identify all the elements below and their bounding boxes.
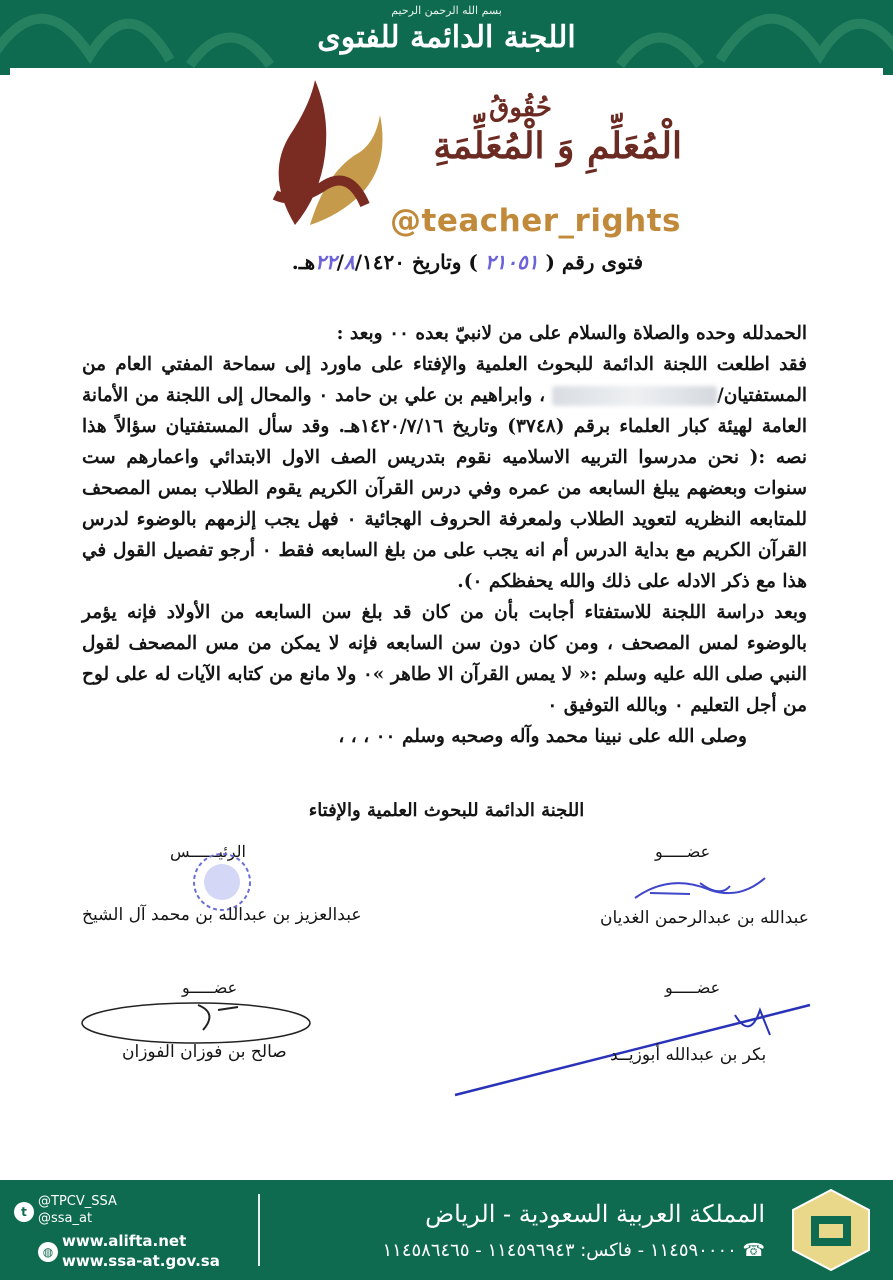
footer-divider [258,1194,260,1266]
website-link-1[interactable]: www.alifta.net [62,1232,187,1250]
official-seal-icon [185,852,260,912]
question-text: ، وابراهيم بن علي بن حامد ٠ والمحال إلى اللجنة من الأمانة العامة لهيئة كبار العلماء برقم (٣٧٤٨) وتاريخ ١٤٢٠/٧/١٦هـ. وقد سأل المستفتيان سؤالاً هذا نصه :( نحن مدرسوا التربيه الاسلاميه نقوم بتدريس الصف الاول الابتدائي واعمارهم ست سنوات وبعضهم يبلغ السابعه من عمره وفي درس القرآن الكريم يقوم الطلاب بمس المصحف للمتابعه النظريه لتعويد الطلاب ولمعرفة الحروف الهجائية ٠ فهل يجب إلزمهم بالوضوء لدرس القرآن الكريم مع بداية الدرس أم انه يجب على من بلغ السابعه فقط ٠ أرجو تفصيل القول في هذا مع ذكر الادله على ذلك والله يحفظكم ٠). [82,385,808,592]
fatwa-date-day: ٢٢ [315,250,337,274]
member1-title: عضـــــو [655,842,711,861]
answer-paragraph: وبعد دراسة اللجنة للاستفتاء أجابت بأن من كان قد بلغ سن السابعه من الأولاد فإنه يؤمر بالوضوء لمس المصحف ، ومن كان دون سن السابعه فإنه لا يمكن من مس المصحف لقول النبي صلى الله عليه وسلم :« لا يمس القرآن الا طاهر »٠ ولا مانع من كتابه الآيات له على لوح من أجل التعليم ٠ وبالله التوفيق ٠ [82,602,807,716]
globe-icon: ◍ [38,1242,58,1262]
closing-paragraph: وصلى الله على نبينا محمد وآله وصحبه وسلم ٠٠ ، ، ، [338,726,747,747]
teacher-rights-logo [255,75,685,250]
logo-title-line2: الْمُعَلِّمِ وَ الْمُعَلِّمَةِ [433,125,682,167]
question-paragraph [82,349,807,597]
member2-name: صالح بن فوزان الفوزان [122,1042,287,1062]
member3-name: بكر بن عبدالله أبوزيــد [610,1045,767,1065]
kingdom-location: المملكة العربية السعودية - الرياض [425,1200,765,1228]
phone-fax-numbers [383,1240,766,1261]
fatwa-body [82,318,807,752]
fatwa-date-suffix: هـ. [291,250,316,274]
fatwa-number-line: فتوى رقم ( ٢١٠٥١ ) وتاريخ ٢٢/٨/١٤٢٠هـ. [291,250,643,274]
twitter-icon: t [14,1202,34,1222]
phone-icon: ☎ [736,1240,765,1261]
question-intro: فقد اطلعت اللجنة الدائمة للبحوث العلمية والإفتاء على ماورد إلى سماحة المفتي العام من المستفتيان/ [82,354,807,406]
member1-signature-icon [630,868,770,908]
fatwa-number: ٢١٠٥١ [484,250,539,274]
logo-calligraphy-icon [255,75,395,250]
opening-paragraph: الحمدلله وحده والصلاة والسلام على من لانبيّ بعده ٠٠ وبعد : [336,323,807,344]
basmala: بسم الله الرحمن الرحيم [391,4,502,17]
member3-title: عضـــــو [665,978,721,997]
member2-title: عضـــــو [182,978,238,997]
twitter-handle-1[interactable]: @TPCV_SSA [38,1194,117,1209]
logo-title-line1: حُقُوقُ [489,93,552,123]
committee-emblem-icon [789,1188,873,1272]
member1-name: عبدالله بن عبدالرحمن الغديان [600,908,809,928]
twitter-handle-2[interactable]: @ssa_at [38,1211,93,1226]
chair-title: الرئيــــــس [170,842,246,861]
header-banner [0,0,893,75]
logo-handle: @teacher_rights [390,203,681,239]
phone-fax-text: ١١٤٥٩٠٠٠٠ - فاكس: ١١٤٥٩٦٩٤٣ - ١١٤٥٨٦٤٦٥ [382,1240,737,1261]
fatwa-label: فتوى رقم ( [545,250,643,274]
website-link-2[interactable]: www.ssa-at.gov.sa [62,1252,220,1270]
fatwa-date-label: ) وتاريخ [411,250,478,274]
committee-title: اللجنة الدائمة للفتوى [317,20,576,55]
chair-name: عبدالعزيز بن عبدالله بن محمد آل الشيخ [82,905,362,925]
fatwa-date-month: ٨ [343,250,355,274]
fatwa-date-year: ١٤٢٠ [362,250,405,274]
footer-bar [0,1180,893,1280]
committee-signature-line: اللجنة الدائمة للبحوث العلمية والإفتاء [308,800,585,821]
redacted-name [552,386,717,406]
